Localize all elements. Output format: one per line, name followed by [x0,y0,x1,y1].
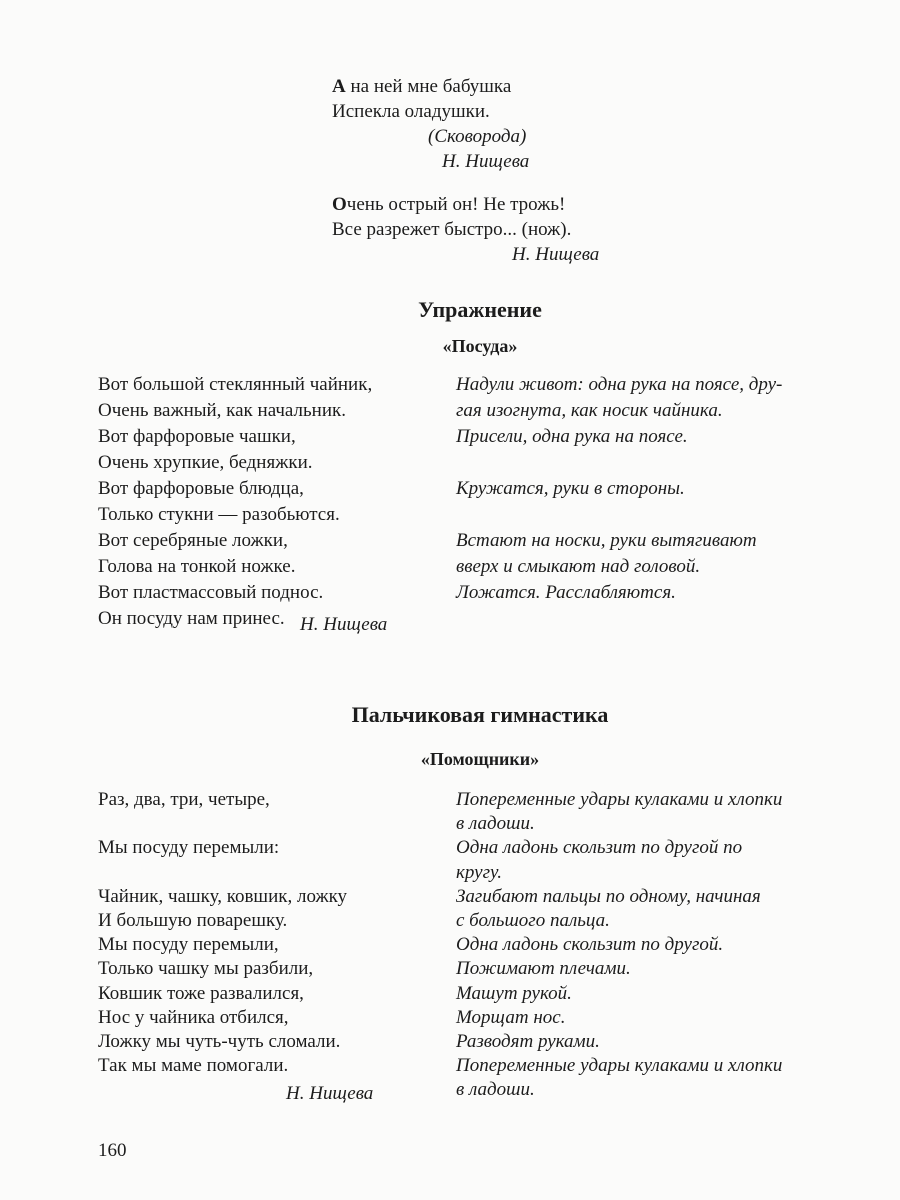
page-number: 160 [98,1140,127,1161]
table-row: Ложку мы чуть-чуть сломали. Разводят руками. [98,1031,600,1053]
table-row: в ладоши. [456,1079,535,1101]
table-row: Вот серебряные ложки, Встают на носки, руки вытягивают [98,530,757,551]
finger-author: Н. Нищева [286,1083,374,1104]
table-row: Вот пластмассовый поднос. Ложатся. Расслабляются. [98,582,676,603]
riddle-author: Н. Нищева [442,151,530,172]
table-row: Раз, два, три, четыре, Попеременные удары кулаками и хлопки [98,789,783,810]
table-row: Вот фарфоровые чашки, Присели, одна рука на поясе. [98,426,688,447]
exercise-table [98,372,866,632]
table-row: Чайник, чашку, ковшик, ложку Загибают пальцы по одному, начиная [98,885,761,907]
exercise-author: Н. Нищева [300,614,388,635]
table-row: Очень важный, как начальник. гая изогнута, как носик чайника. [98,400,723,421]
riddle-line: Все разрежет быстро... (нож). [332,219,572,240]
table-row: в ладоши. [456,813,535,835]
table-row: кругу. [456,861,502,883]
table-row: Мы посуду перемыли: Одна ладонь скользит по другой по [98,837,743,859]
finger-title: «Помощники» [420,749,540,769]
table-row: Нос у чайника отбился, Морщат нос. [98,1006,566,1028]
table-row: Вот большой стеклянный чайник, Надули живот: одна рука на поясе, дру- [98,374,783,395]
table-row: Вот фарфоровые блюдца, Кружатся, руки в стороны. [98,478,685,499]
riddle-1 [332,74,529,174]
table-row: Только чашку мы разбили, Пожимают плечами. [98,958,631,980]
table-row: Так мы маме помогали. Попеременные удары кулаками и хлопки [98,1055,783,1077]
riddle-line: Очень острый он! Не трожь! [332,194,566,215]
finger-heading: Пальчиковая гимнастика [351,702,609,727]
table-row: Очень хрупкие, бедняжки. [98,452,313,473]
bleed-through-text [560,86,890,146]
riddle-author: Н. Нищева [512,244,600,265]
riddle-2 [332,192,599,267]
exercise-title: «Посуда» [442,336,518,356]
table-row: Голова на тонкой ножке. вверх и смыкают над головой. [98,556,701,577]
table-row: Он посуду нам принес. [98,608,285,629]
table-row: Только стукни — разобьются. [98,504,340,525]
riddle-answer: (Сковорода) [428,126,527,147]
exercise-heading: Упражнение [418,297,542,322]
table-row: И большую поварешку. с большого пальца. [98,910,610,932]
riddle-line: Испекла оладушки. [332,101,490,122]
table-row: Ковшик тоже развалился, Машут рукой. [98,982,572,1004]
finger-table [98,788,866,1103]
riddle-line: А на ней мне бабушка [332,76,512,97]
table-row: Мы посуду перемыли, Одна ладонь скользит по другой. [98,934,724,956]
